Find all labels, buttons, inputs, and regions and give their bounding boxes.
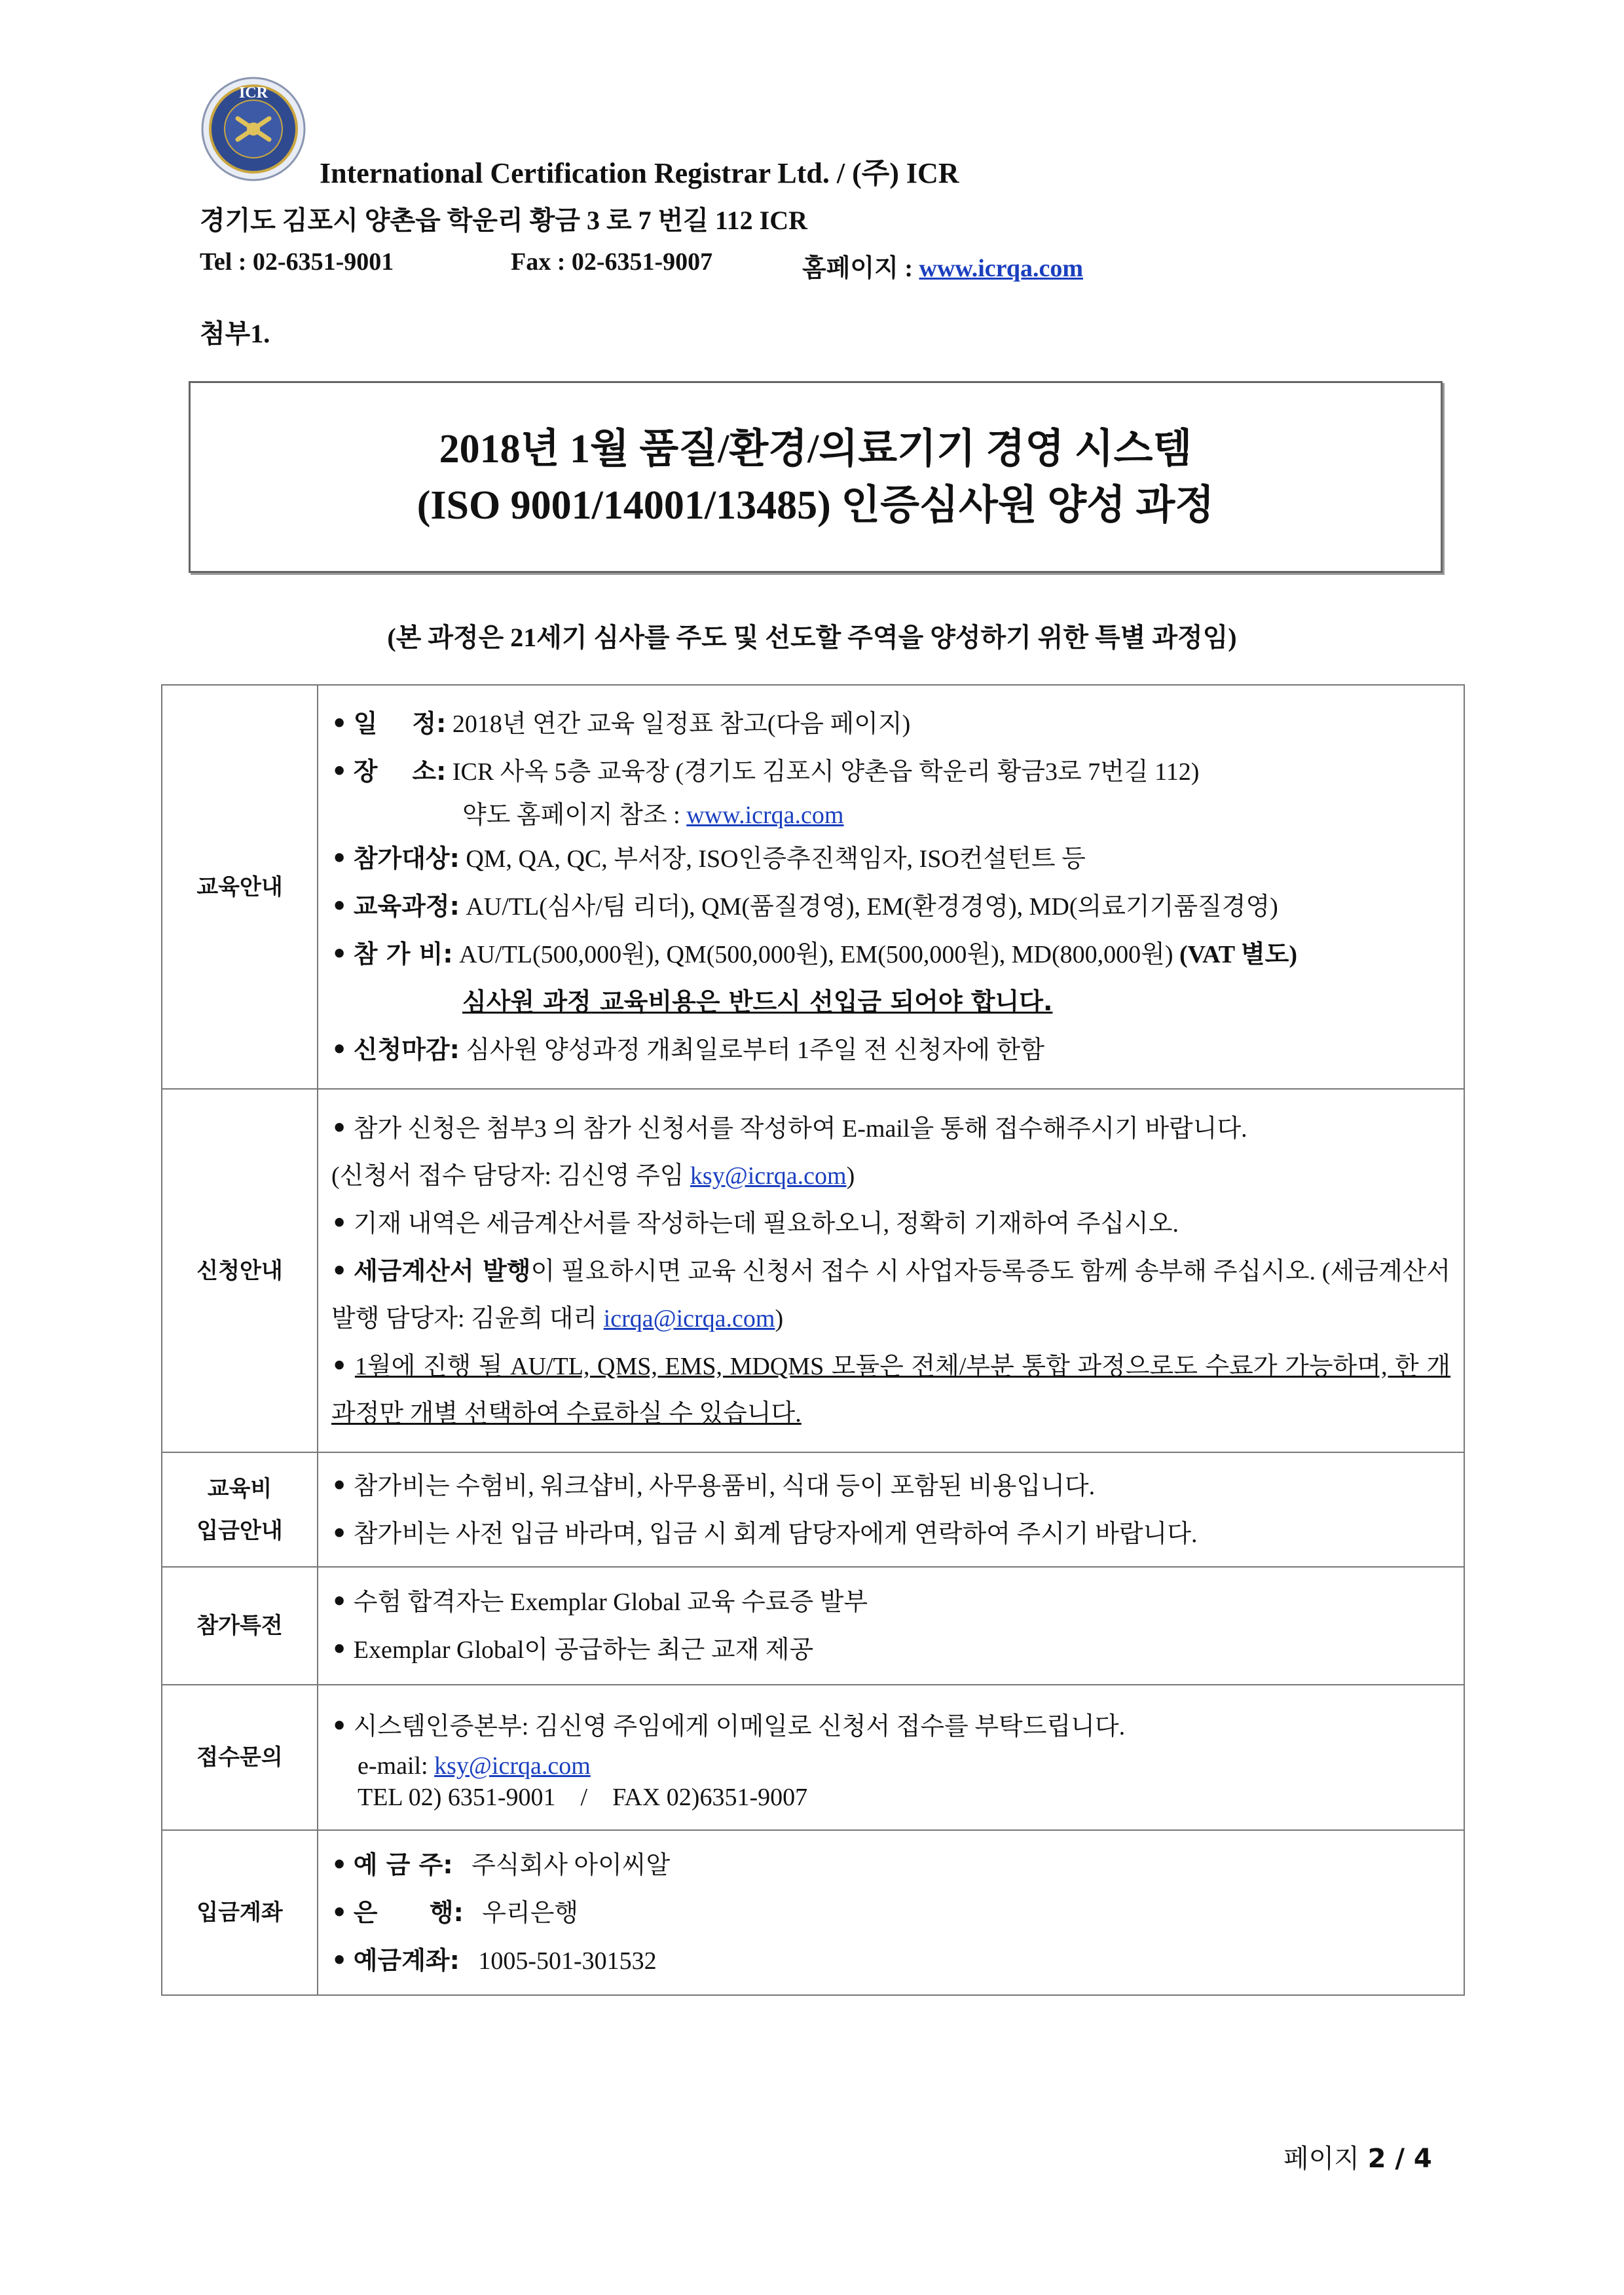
table-row-edu [162, 685, 1464, 1089]
attachment-label: 첨부1. [200, 319, 270, 348]
place-line: • 장 소: ICR 사옥 5층 교육장 (경기도 김포시 양촌읍 학운리 황금3로 7번길 112) [331, 757, 1200, 786]
homepage-entry [802, 248, 1083, 284]
row-head-apply: 신청안내 [162, 1089, 318, 1452]
table-row-apply [162, 1089, 1464, 1452]
table-row-payment [162, 1452, 1464, 1567]
table-row-inquiry [162, 1685, 1464, 1830]
row-head-account: 입금계좌 [162, 1830, 318, 1995]
apply-p3: • 세금계산서 발행이 필요하시면 교육 신청서 접수 시 사업자등록증도 함께 송부해 주십시오. (세금계산서 발행 담당자: 김윤희 대리 icrqa@icrqa.com) [331, 1256, 1451, 1332]
contact-line [200, 248, 1083, 282]
table-row-benefit [162, 1567, 1464, 1685]
account-holder: • 예 금 주: 주식회사 아이씨알 [331, 1850, 671, 1879]
payment-p2: • 참가비는 사전 입금 바라며, 입금 시 회계 담당자에게 연락하여 주시기 바랍니다. [331, 1518, 1198, 1548]
course-line: • 교육과정: AU/TL(심사/팀 리더), QM(품질경영), EM(환경경영), MD(의료기기품질경영) [331, 892, 1278, 921]
row-body-apply [318, 1089, 1464, 1452]
row-body-account [318, 1830, 1464, 1995]
title-line-1: 2018년 1월 품질/환경/의료기기 경영 시스템 [439, 426, 1192, 471]
account-bank: • 은 행: 우리은행 [331, 1898, 579, 1927]
fee-line: • 참 가 비: AU/TL(500,000원), QM(500,000원), EM(500,000원), MD(800,000원) (VAT 별도) [331, 940, 1298, 968]
row-head-inquiry: 접수문의 [162, 1685, 318, 1830]
inquiry-email-link[interactable]: ksy@icrqa.com [434, 1752, 591, 1780]
deadline-line: • 신청마감: 심사원 양성과정 개최일로부터 1주일 전 신청자에 한함 [331, 1035, 1044, 1064]
apply-p1: • 참가 신청은 첨부3 의 참가 신청서를 작성하여 E-mail을 통해 접수해주시기 바랍니다. (신청서 접수 담당자: 김신영 주임 ksy@icrqa.com) [331, 1113, 1247, 1190]
apply-email-link[interactable]: ksy@icrqa.com [690, 1162, 847, 1190]
benefit-p1: • 수험 합격자는 Exemplar Global 교육 수료증 발부 [331, 1587, 868, 1616]
account-number: • 예금계좌: 1005-501-301532 [331, 1945, 657, 1975]
fee-note: 심사원 과정 교육비용은 반드시 선입금 되어야 합니다. [462, 987, 1053, 1016]
row-head-payment: 교육비 입금안내 [162, 1452, 318, 1567]
row-body-edu [318, 685, 1464, 1089]
title-box [189, 381, 1443, 573]
info-table [161, 684, 1465, 1996]
subtitle: (본 과정은 21세기 심사를 주도 및 선도할 주역을 양성하기 위한 특별 과정임) [387, 623, 1237, 652]
map-link[interactable]: www.icrqa.com [686, 801, 844, 829]
company-name: International Certification Registrar Ltd. / (주) ICR [320, 157, 959, 189]
inquiry-email: e-mail: ksy@icrqa.com [358, 1752, 591, 1780]
map-line: 약도 홈페이지 참조 : www.icrqa.com [462, 801, 844, 829]
apply-p4: • 1월에 진행 될 AU/TL, QMS, EMS, MDQMS 모듈은 전체/부분 통합 과정으로도 수료가 가능하며, 한 개 과정만 개별 선택하여 수료하실 수 있습니다. [331, 1351, 1451, 1427]
page-number: 페이지 2 / 4 [1283, 2144, 1432, 2174]
row-body-payment [318, 1452, 1464, 1567]
row-body-inquiry [318, 1685, 1464, 1830]
row-head-benefit: 참가특전 [162, 1567, 318, 1685]
row-body-benefit [318, 1567, 1464, 1685]
table-row-account [162, 1830, 1464, 1995]
inquiry-p1: • 시스템인증본부: 김신영 주임에게 이메일로 신청서 접수를 부탁드립니다. [331, 1711, 1126, 1740]
fax-text: Fax : 02-6351-9007 [511, 248, 713, 276]
benefit-p2: • Exemplar Global이 공급하는 최근 교재 제공 [331, 1635, 814, 1664]
row-head-edu: 교육안내 [162, 685, 318, 1089]
homepage-link[interactable]: www.icrqa.com [919, 255, 1083, 282]
homepage-label: 홈페이지 : [802, 255, 919, 282]
title-line-2: (ISO 9001/14001/13485) 인증심사원 양성 과정 [416, 483, 1215, 528]
icr-logo [200, 75, 308, 183]
payment-p1: • 참가비는 수험비, 워크샵비, 사무용품비, 식대 등이 포함된 비용입니다. [331, 1471, 1096, 1500]
apply-p2: • 기재 내역은 세금계산서를 작성하는데 필요하오니, 정확히 기재하여 주십시오. [331, 1208, 1179, 1238]
schedule-line: • 일 정: 2018년 연간 교육 일정표 참고(다음 페이지) [331, 709, 911, 738]
company-address: 경기도 김포시 양촌읍 학운리 황금 3 로 7 번길 112 ICR [200, 206, 808, 235]
target-line: • 참가대상: QM, QA, QC, 부서장, ISO인증추진책임자, ISO컨설턴트 등 [331, 844, 1086, 873]
tel-text: Tel : 02-6351-9001 [200, 248, 394, 276]
inquiry-phone: TEL 02) 6351-9001 / FAX 02)6351-9007 [358, 1783, 808, 1811]
tax-email-link[interactable]: icrqa@icrqa.com [603, 1304, 775, 1332]
svg-text:ICR: ICR [238, 84, 268, 101]
